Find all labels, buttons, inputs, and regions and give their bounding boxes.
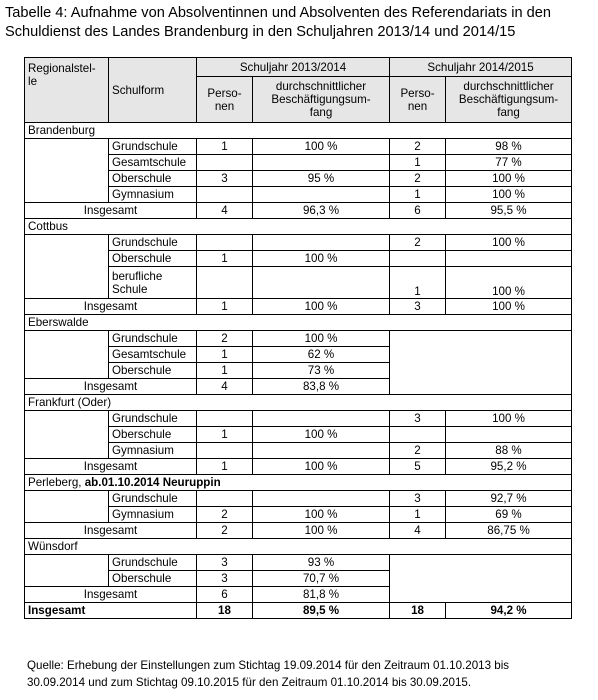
region-row: [25, 123, 572, 139]
subtotal-row: Insgesamt 4 96,3 % 6 95,5 %: [25, 203, 572, 219]
header-personen-1: Perso- nen: [197, 77, 253, 123]
header-beschaeftigung-2: durchschnittlicher Beschäftigungsum- fang: [446, 77, 572, 123]
source-note: Quelle: Erhebung der Einstellungen zum Stichtag 19.09.2014 für den Zeitraum 01.10.2013 bis 30.09.2014 und zum Stichtag 09.10.2015 für den Zeitraum 01.10.2014 bis 30.09.2015.: [27, 659, 510, 689]
subtotal-row: Insgesamt 6 81,8 %: [25, 587, 572, 603]
region-spacer: [25, 139, 109, 203]
region-row: [25, 315, 572, 331]
table-row: Oberschule 3 95 % 2 100 %: [25, 171, 572, 187]
table-row: Oberschule 1 73 %: [25, 363, 572, 379]
subtotal-row: Insgesamt 1 100 % 3 100 %: [25, 299, 572, 315]
region-spacer: [25, 331, 109, 379]
region-spacer: [25, 235, 109, 299]
table-row: Oberschule 3 70,7 %: [25, 571, 572, 587]
region-row: [25, 539, 572, 555]
header-regionalstelle: Regionalstel- le: [25, 58, 109, 123]
table-row: berufliche Schule 1 100 %: [25, 267, 572, 299]
table-row: Grundschule 2 100 %: [25, 235, 572, 251]
table-row: Gymnasium 2 88 %: [25, 443, 572, 459]
table-row: Grundschule 3 92,7 %: [25, 491, 572, 507]
table-row: Oberschule 1 100 %: [25, 427, 572, 443]
region-spacer: [25, 491, 109, 523]
region-row: [25, 475, 572, 491]
subtotal-row: Insgesamt 2 100 % 4 86,75 %: [25, 523, 572, 539]
table-row: Oberschule 1 100 %: [25, 251, 572, 267]
region-name: Frankfurt (Oder): [25, 395, 572, 411]
region-name: Cottbus: [25, 219, 572, 235]
header-year-2013: Schuljahr 2013/2014: [197, 58, 390, 77]
region-name: Eberswalde: [25, 315, 572, 331]
subtotal-row: Insgesamt 1 100 % 5 95,2 %: [25, 459, 572, 475]
region-name: Wünsdorf: [25, 539, 572, 555]
table-row: Grundschule 3 93 %: [25, 555, 572, 571]
region-row: [25, 219, 572, 235]
header-row-years: [25, 58, 572, 77]
subtotal-row: Insgesamt 4 83,8 %: [25, 379, 572, 395]
table-row: Gesamtschule 1 62 %: [25, 347, 572, 363]
empty-block: [390, 331, 572, 395]
region-spacer: [25, 555, 109, 587]
region-spacer: [25, 411, 109, 459]
region-row: [25, 395, 572, 411]
table-caption: Tabelle 4: Aufnahme von Absolventinnen und Absolventen des Referendariats in den Schuldienst des Landes Brandenburg in den Schuljahren 2013/14 und 2014/15: [5, 5, 552, 40]
table-row: Grundschule 3 100 %: [25, 411, 572, 427]
table-row: Gesamtschule 1 77 %: [25, 155, 572, 171]
header-year-2014: Schuljahr 2014/2015: [390, 58, 572, 77]
table-row: Grundschule 1 100 % 2 98 %: [25, 139, 572, 155]
region-name: Perleberg, ab.01.10.2014 Neuruppin: [25, 475, 572, 491]
table-row: Grundschule 2 100 %: [25, 331, 572, 347]
region-name: Brandenburg: [25, 123, 572, 139]
empty-block: [390, 555, 572, 603]
grand-total-row: Insgesamt 18 89,5 % 18 94,2 %: [25, 603, 572, 619]
table-row: Gymnasium 2 100 % 1 69 %: [25, 507, 572, 523]
header-schulform: Schulform: [109, 58, 197, 123]
header-personen-2: Perso- nen: [390, 77, 446, 123]
data-table: [24, 57, 572, 619]
header-beschaeftigung-1: durchschnittlicher Beschäftigungsum- fang: [253, 77, 390, 123]
table-row: Gymnasium 1 100 %: [25, 187, 572, 203]
